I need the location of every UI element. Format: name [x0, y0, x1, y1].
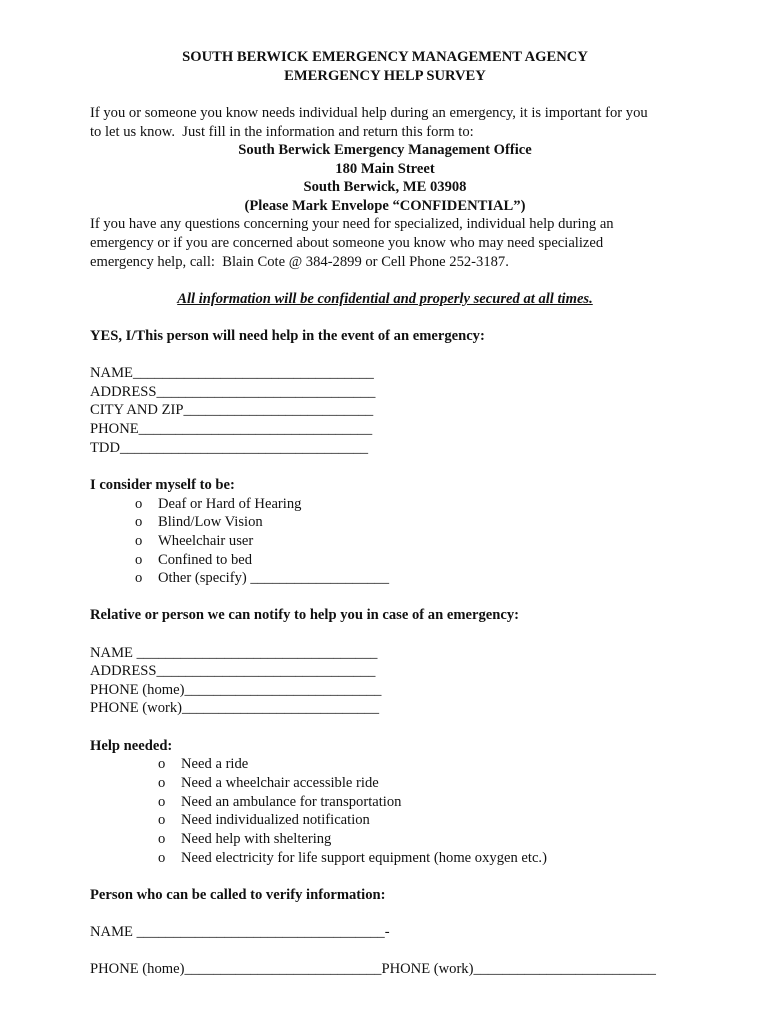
agency-title: SOUTH BERWICK EMERGENCY MANAGEMENT AGENCY [182, 49, 588, 65]
checkbox-bullet[interactable]: o [158, 794, 166, 810]
help-heading: Help needed: [90, 738, 173, 754]
name-field[interactable]: NAME_________________________________ [90, 365, 374, 381]
questions-line-3: emergency help, call: Blain Cote @ 384-2899 or Cell Phone 252-3187. [90, 254, 509, 270]
checkbox-bullet[interactable]: o [158, 756, 166, 772]
yes-heading: YES, I/This person will need help in the event of an emergency: [90, 328, 485, 344]
checkbox-bullet[interactable]: o [158, 831, 166, 847]
office-name: South Berwick Emergency Management Office [238, 142, 532, 158]
consider-heading: I consider myself to be: [90, 477, 235, 493]
checkbox-bullet[interactable]: o [158, 775, 166, 791]
checkbox-bullet[interactable]: o [158, 850, 166, 866]
relative-phone-work-field[interactable]: PHONE (work)___________________________ [90, 700, 380, 716]
envelope-note: (Please Mark Envelope “CONFIDENTIAL”) [244, 198, 526, 214]
relative-phone-home-field[interactable]: PHONE (home)___________________________ [90, 682, 382, 698]
confidential-notice: All information will be confidential and properly secured at all times. [177, 291, 593, 307]
survey-title: EMERGENCY HELP SURVEY [284, 68, 486, 84]
verify-heading: Person who can be called to verify information: [90, 887, 386, 903]
city-zip-field[interactable]: CITY AND ZIP__________________________ [90, 402, 374, 418]
checkbox-bullet[interactable]: o [135, 496, 143, 512]
help-notification: Need individualized notification [181, 812, 370, 828]
help-sheltering: Need help with sheltering [181, 831, 332, 847]
checkbox-bullet[interactable]: o [135, 514, 143, 530]
office-city: South Berwick, ME 03908 [303, 179, 467, 195]
option-wheelchair: Wheelchair user [158, 533, 254, 549]
verify-name-field[interactable]: NAME __________________________________- [90, 924, 390, 940]
help-electricity: Need electricity for life support equipment (home oxygen etc.) [181, 850, 547, 866]
checkbox-bullet[interactable]: o [158, 812, 166, 828]
verify-phone-fields[interactable]: PHONE (home)___________________________PHONE (work)_________________________ [90, 961, 656, 977]
checkbox-bullet[interactable]: o [135, 552, 143, 568]
relative-heading: Relative or person we can notify to help you in case of an emergency: [90, 607, 519, 623]
address-field[interactable]: ADDRESS______________________________ [90, 384, 376, 400]
questions-line-2: emergency or if you are concerned about someone you know who may need specialized [90, 235, 604, 251]
help-ambulance: Need an ambulance for transportation [181, 794, 402, 810]
help-ride: Need a ride [181, 756, 249, 772]
intro-line-2: to let us know. Just fill in the information and return this form to: [90, 124, 474, 140]
option-other[interactable]: Other (specify) ___________________ [158, 570, 390, 586]
option-confined: Confined to bed [158, 552, 253, 568]
checkbox-bullet[interactable]: o [135, 533, 143, 549]
relative-name-field[interactable]: NAME _________________________________ [90, 645, 378, 661]
option-deaf: Deaf or Hard of Hearing [158, 496, 302, 512]
tdd-field[interactable]: TDD__________________________________ [90, 440, 369, 456]
questions-line-1: If you have any questions concerning your need for specialized, individual help during an [90, 216, 614, 232]
help-wheelchair-ride: Need a wheelchair accessible ride [181, 775, 379, 791]
relative-address-field[interactable]: ADDRESS______________________________ [90, 663, 376, 679]
checkbox-bullet[interactable]: o [135, 570, 143, 586]
option-blind: Blind/Low Vision [158, 514, 263, 530]
office-street: 180 Main Street [335, 161, 435, 177]
phone-field[interactable]: PHONE________________________________ [90, 421, 373, 437]
intro-line-1: If you or someone you know needs individual help during an emergency, it is important for you [90, 105, 648, 121]
